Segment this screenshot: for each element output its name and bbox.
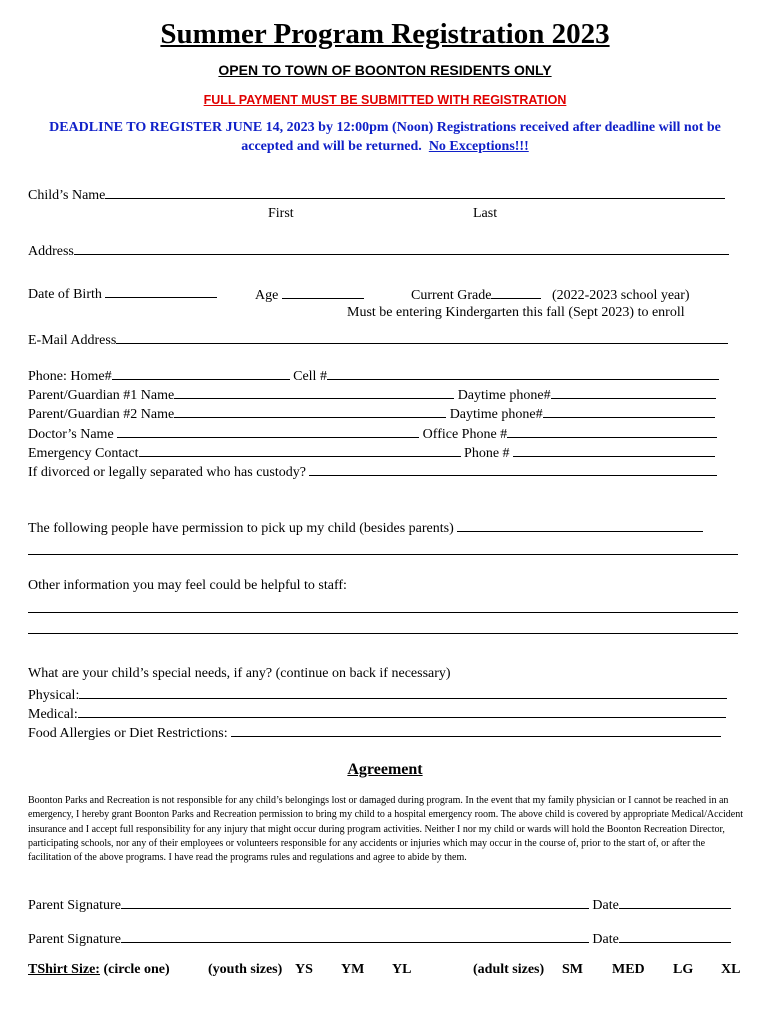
guardian2-label: Parent/Guardian #2 Name	[28, 407, 175, 422]
medical-label: Medical:	[28, 707, 78, 722]
current-grade-label: Current Grade	[411, 288, 492, 303]
signature-row-1	[28, 896, 731, 914]
office-phone-label: Office Phone #	[422, 427, 508, 442]
date-2-label: Date	[592, 932, 619, 947]
food-allergies-row	[28, 724, 721, 742]
size-option-yl[interactable]: YL	[392, 962, 412, 977]
address-row	[28, 242, 729, 260]
daytime-phone2-field[interactable]	[543, 405, 715, 418]
custody-field[interactable]	[309, 463, 717, 476]
email-label: E-Mail Address	[28, 333, 117, 348]
current-grade-field[interactable]	[491, 286, 541, 299]
doctor-label: Doctor’s Name	[28, 427, 114, 442]
email-field[interactable]	[116, 331, 728, 344]
office-phone-field[interactable]	[507, 425, 717, 438]
pickup-label: The following people have permission to pick up my child (besides parents)	[28, 521, 454, 536]
cell-label: Cell #	[293, 369, 327, 384]
school-year-note: (2022-2023 school year)	[551, 288, 690, 303]
youth-sizes-label: (youth sizes)	[208, 962, 283, 977]
medical-row	[28, 705, 726, 723]
size-option-lg[interactable]: LG	[673, 962, 694, 977]
size-option-xl[interactable]: XL	[721, 962, 741, 977]
size-option-ym[interactable]: YM	[341, 962, 365, 977]
tshirt-size-label	[28, 962, 170, 978]
pickup-field[interactable]	[457, 519, 703, 532]
dob-label: Date of Birth	[28, 287, 102, 302]
tshirt-instruction: (circle one)	[103, 962, 170, 977]
no-exceptions-text: No Exceptions!!!	[428, 139, 529, 154]
address-label: Address	[28, 244, 74, 259]
dob-row	[28, 285, 217, 303]
signature-row-2	[28, 930, 731, 948]
deadline-notice	[24, 118, 746, 156]
emergency-contact-field[interactable]	[139, 444, 461, 457]
payment-notice: FULL PAYMENT MUST BE SUBMITTED WITH REGISTRATION	[203, 93, 567, 107]
agreement-text: Boonton Parks and Recreation is not responsible for any child’s belongings lost or damaged during program. In the event that my family physician or I cannot be reached in an emergency, I hereby grant Boonton Parks and Recreation permission to bring my child to a hospital emergency room. The above child is covered by appropriate Medical/Accident insurance and I accept full responsibility for any injury that might occur during program activities. Neither I nor my child or wards will hold the Boonton Recreation Director, participating schools, nor any of their employees or volunteers responsible for any accidents or injuries which may occur in the course of, prior to the start of, or after the facilitation of the above programs. I have read the programs rules and regulations and agree to abide by them.	[28, 795, 743, 864]
size-option-ys[interactable]: YS	[295, 962, 313, 977]
parent-signature-1-label: Parent Signature	[28, 898, 121, 913]
age-field[interactable]	[282, 286, 364, 299]
other-info-label: Other information you may feel could be helpful to staff:	[28, 578, 347, 593]
daytime-phone2-label: Daytime phone#	[449, 407, 543, 422]
parent-signature-2-field[interactable]	[121, 930, 589, 943]
physical-field[interactable]	[79, 686, 727, 699]
childs-name-label: Child’s Name	[28, 188, 106, 203]
childs-name-row	[28, 186, 725, 204]
emergency-contact-label: Emergency Contact	[28, 446, 139, 461]
date-2-field[interactable]	[619, 930, 731, 943]
adult-sizes-label: (adult sizes)	[473, 962, 545, 977]
home-phone-row	[28, 367, 719, 385]
date-1-field[interactable]	[619, 896, 731, 909]
custody-label: If divorced or legally separated who has custody?	[28, 465, 306, 480]
first-name-caption: First	[268, 206, 294, 221]
email-row	[28, 331, 728, 349]
daytime-phone1-field[interactable]	[551, 386, 716, 399]
medical-field[interactable]	[78, 705, 726, 718]
residents-only-notice: OPEN TO TOWN OF BOONTON RESIDENTS ONLY	[218, 62, 552, 78]
other-info-field-line1[interactable]	[28, 612, 738, 613]
custody-row	[28, 463, 717, 481]
home-phone-field[interactable]	[112, 367, 290, 380]
dob-field[interactable]	[105, 285, 217, 298]
guardian2-field[interactable]	[174, 405, 446, 418]
daytime-phone1-label: Daytime phone#	[457, 388, 551, 403]
guardian2-row	[28, 405, 715, 423]
physical-row	[28, 686, 727, 704]
guardian1-field[interactable]	[174, 386, 454, 399]
date-1-label: Date	[592, 898, 619, 913]
deadline-text: DEADLINE TO REGISTER JUNE 14, 2023 by 12:00pm (Noon) Registrations received after deadline will not be accepted and will be returned.	[49, 120, 721, 154]
grade-row	[411, 286, 690, 304]
emergency-phone-field[interactable]	[513, 444, 715, 457]
age-row	[255, 286, 364, 304]
special-needs-label: What are your child’s special needs, if any? (continue on back if necessary)	[28, 666, 451, 681]
cell-field[interactable]	[327, 367, 719, 380]
food-allergies-field[interactable]	[231, 724, 721, 737]
parent-signature-1-field[interactable]	[121, 896, 589, 909]
tshirt-label: TShirt Size:	[28, 962, 100, 977]
childs-name-field[interactable]	[105, 186, 725, 199]
emergency-row	[28, 444, 715, 462]
kindergarten-note: Must be entering Kindergarten this fall (Sept 2023) to enroll	[347, 305, 685, 320]
age-label: Age	[255, 288, 279, 303]
size-option-sm[interactable]: SM	[562, 962, 583, 977]
doctor-field[interactable]	[117, 425, 419, 438]
size-option-med[interactable]: MED	[612, 962, 645, 977]
pickup-row	[28, 519, 703, 537]
page-title: Summer Program Registration 2023	[160, 18, 610, 50]
emergency-phone-label: Phone #	[464, 446, 510, 461]
other-info-field-line2[interactable]	[28, 633, 738, 634]
address-field[interactable]	[74, 242, 729, 255]
pickup-field-line2[interactable]	[28, 554, 738, 555]
parent-signature-2-label: Parent Signature	[28, 932, 121, 947]
physical-label: Physical:	[28, 688, 80, 703]
home-phone-label: Phone: Home#	[28, 369, 112, 384]
food-allergies-label: Food Allergies or Diet Restrictions:	[28, 726, 228, 741]
guardian1-label: Parent/Guardian #1 Name	[28, 388, 175, 403]
doctor-row	[28, 425, 717, 443]
last-name-caption: Last	[473, 206, 498, 221]
guardian1-row	[28, 386, 716, 404]
agreement-heading: Agreement	[347, 761, 423, 778]
